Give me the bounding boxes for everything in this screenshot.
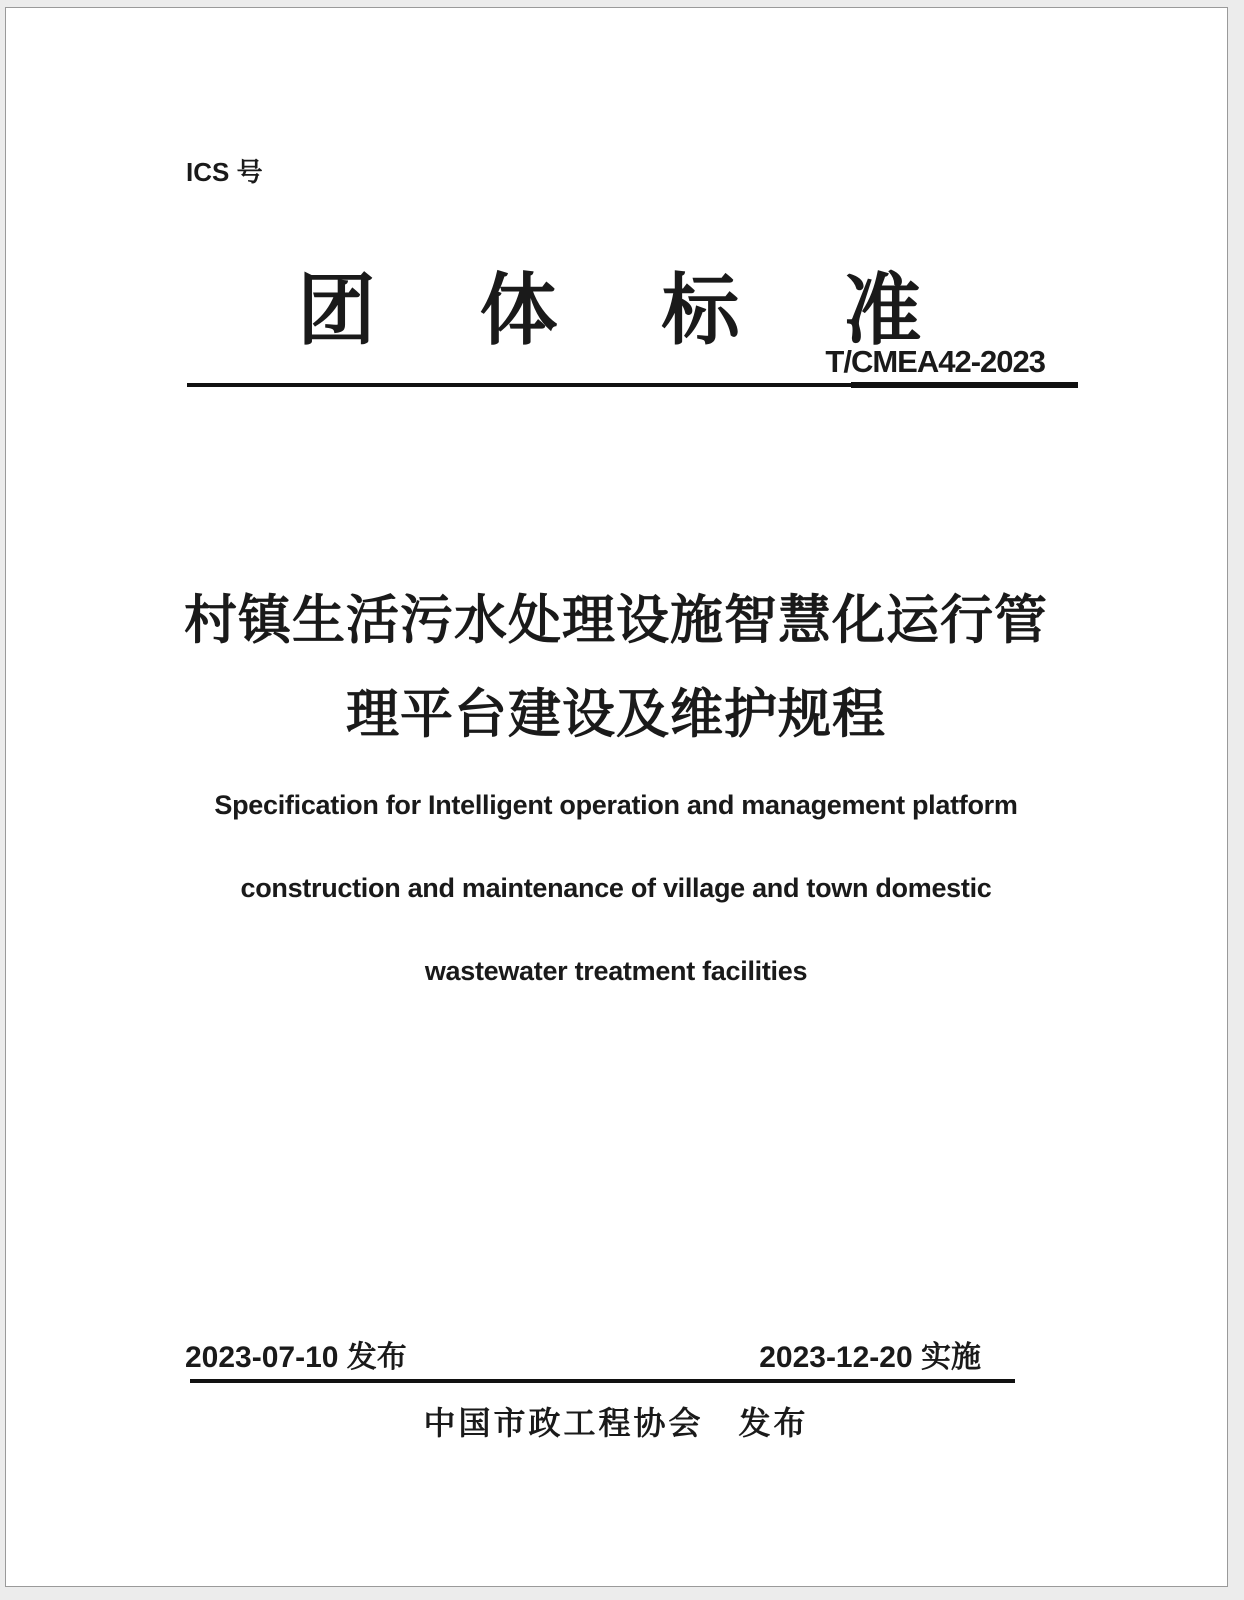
- ics-number-label: ICS 号: [186, 157, 263, 187]
- issue-date: 2023-07-10 发布: [185, 1341, 407, 1374]
- document-page: [5, 7, 1228, 1587]
- english-title-line3: wastewater treatment facilities: [424, 956, 808, 986]
- publisher-line: 中国市政工程协会 发布: [423, 1405, 809, 1441]
- dates-row: [6, 1332, 1226, 1374]
- header-rule: [187, 383, 1078, 387]
- main-title-chinese: [6, 574, 1226, 762]
- main-title-english: [6, 764, 1226, 1013]
- document-type-title: 团 体 标 准: [297, 266, 935, 354]
- footer-rule: [190, 1379, 1015, 1383]
- english-title-line2: construction and maintenance of village and town domestic: [240, 873, 992, 903]
- english-title-line1: Specification for Intelligent operation and management platform: [214, 790, 1018, 820]
- implementation-date: 2023-12-20 实施: [759, 1341, 981, 1374]
- main-title-line1: 村镇生活污水处理设施智慧化运行管: [184, 591, 1048, 650]
- standard-code: T/CMEA42-2023: [825, 344, 1045, 379]
- main-title-line2: 理平台建设及维护规程: [346, 685, 886, 744]
